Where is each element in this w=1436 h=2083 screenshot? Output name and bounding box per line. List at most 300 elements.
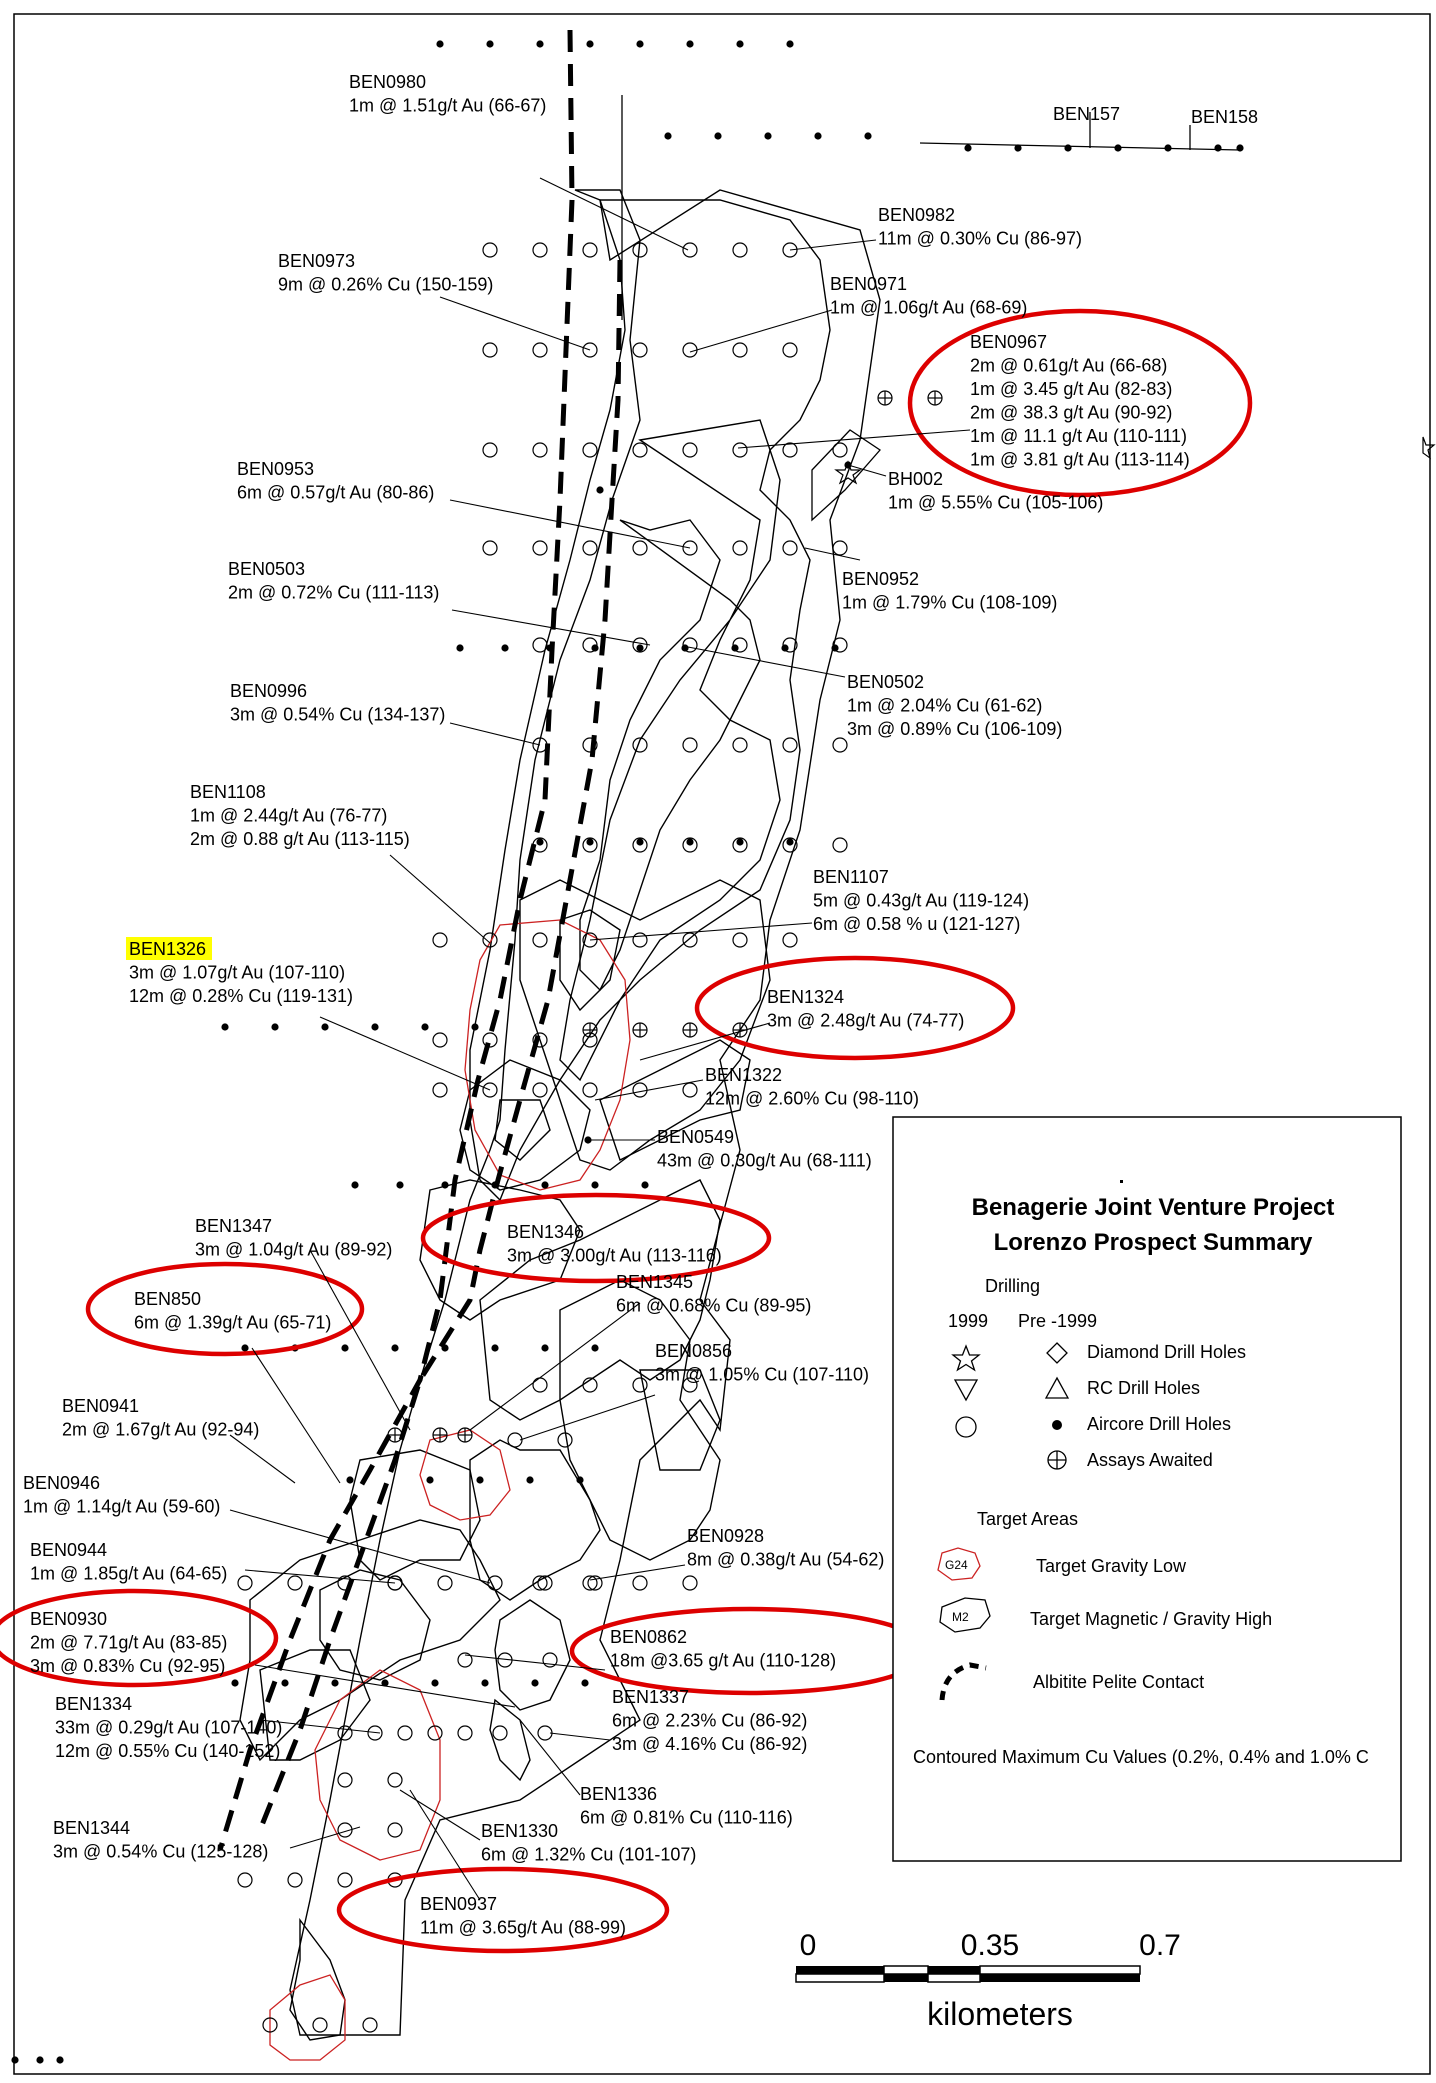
- hole-name: BEN157: [1053, 104, 1121, 124]
- aircore-hole-pre1999: [541, 1344, 548, 1351]
- hole-intercept: 2m @ 7.71g/t Au (83-85): [30, 1632, 228, 1653]
- hole-label-ben0980: [349, 72, 546, 116]
- aircore-hole-1999: [288, 1576, 302, 1590]
- aircore-hole-pre1999: [1014, 144, 1021, 151]
- aircore-hole-pre1999: [686, 838, 693, 845]
- hole-intercept: 3m @ 4.16% Cu (86-92): [612, 1734, 808, 1754]
- hole-label-bh002: [888, 469, 1103, 513]
- hole-intercept: 3m @ 0.83% Cu (92-95): [30, 1656, 226, 1676]
- hole-intercept: 6m @ 0.57g/t Au (80-86): [237, 482, 435, 503]
- hole-label-ben850: [134, 1289, 331, 1333]
- hole-label-ben0967: [970, 332, 1190, 470]
- hole-name: BEN0952: [842, 569, 920, 589]
- aircore-hole-1999: [733, 443, 747, 457]
- aircore-hole-pre1999: [1164, 144, 1171, 151]
- aircore-hole-pre1999: [786, 838, 793, 845]
- hole-intercept: 2m @ 0.61g/t Au (66-68): [970, 355, 1168, 376]
- aircore-hole-pre1999: [56, 2056, 63, 2063]
- aircore-hole-pre1999: [501, 644, 508, 651]
- aircore-hole-1999: [483, 933, 497, 947]
- legend-g24-symbol: G24: [945, 1558, 968, 1572]
- hole-intercept: 1m @ 2.44g/t Au (76-77): [190, 805, 388, 826]
- aircore-hole-pre1999: [581, 1679, 588, 1686]
- aircore-hole-1999: [558, 1433, 572, 1447]
- aircore-hole-pre1999: [331, 1679, 338, 1686]
- hole-intercept: 6m @ 1.32% Cu (101-107): [481, 1844, 697, 1865]
- hole-label-ben0930: [30, 1609, 227, 1676]
- hole-label-ben1322: [705, 1065, 919, 1109]
- star-icon: [1423, 437, 1434, 458]
- hole-name: BEN1330: [481, 1821, 559, 1841]
- aircore-hole-1999: [538, 1726, 552, 1740]
- hole-label-ben0549: [657, 1127, 872, 1171]
- aircore-hole-1999: [338, 1873, 352, 1887]
- aircore-hole-pre1999: [221, 1023, 228, 1030]
- scale-bar: [796, 1929, 1181, 2032]
- aircore-hole-pre1999: [736, 838, 743, 845]
- aircore-hole-pre1999: [576, 1476, 583, 1483]
- aircore-hole-pre1999: [814, 132, 821, 139]
- legend-gravity-low: Target Gravity Low: [1036, 1556, 1187, 1576]
- aircore-hole-1999: [533, 443, 547, 457]
- hole-name: BEN1347: [195, 1216, 273, 1236]
- hole-name: BEN0996: [230, 681, 308, 701]
- aircore-hole-1999: [483, 343, 497, 357]
- aircore-hole-pre1999: [536, 838, 543, 845]
- legend-contoured: Contoured Maximum Cu Values (0.2%, 0.4% and 1.0% C: [913, 1747, 1369, 1767]
- hole-label-ben0928: [687, 1526, 884, 1570]
- hole-label-ben0952: [842, 569, 1057, 613]
- hole-intercept: 1m @ 1.06g/t Au (68-69): [830, 297, 1028, 318]
- leader-ben0971: [690, 310, 832, 352]
- hole-name: BEN1108: [190, 782, 266, 802]
- highlight-ben0937: [339, 1869, 667, 1951]
- aircore-hole-pre1999: [456, 644, 463, 651]
- leader-ben0856: [520, 1395, 655, 1440]
- hole-name: BEN0946: [23, 1473, 101, 1493]
- hole-name: BEN1324: [767, 987, 845, 1007]
- hole-intercept: 1m @ 1.79% Cu (108-109): [842, 592, 1058, 613]
- aircore-hole-pre1999: [431, 1679, 438, 1686]
- aircore-hole-1999: [483, 443, 497, 457]
- aircore-hole-pre1999: [864, 132, 871, 139]
- legend-drilling-heading: Drilling: [985, 1276, 1041, 1296]
- aircore-hole-pre1999: [11, 2056, 18, 2063]
- aircore-hole-1999: [533, 1378, 547, 1392]
- scale-tick-0: 0: [799, 1929, 817, 1962]
- hole-label-ben1108: [190, 782, 410, 849]
- aircore-hole-1999: [733, 738, 747, 752]
- aircore-hole-pre1999: [736, 40, 743, 47]
- legend-assays: Assays Awaited: [1087, 1450, 1213, 1470]
- aircore-hole-1999: [533, 343, 547, 357]
- hole-intercept: 9m @ 0.26% Cu (150-159): [278, 274, 494, 295]
- assay-awaited-hole: [458, 1428, 472, 1442]
- aircore-hole-1999: [633, 933, 647, 947]
- hole-name: BEN0937: [420, 1894, 498, 1914]
- hole-label-ben0856: [655, 1341, 869, 1385]
- hole-intercept: 1m @ 1.51g/t Au (66-67): [349, 95, 547, 116]
- hole-intercept: 11m @ 3.65g/t Au (88-99): [420, 1917, 627, 1938]
- aircore-hole-pre1999: [476, 1476, 483, 1483]
- hole-label-ben1336: [580, 1784, 793, 1828]
- aircore-hole-pre1999: [231, 1679, 238, 1686]
- aircore-hole-1999: [533, 638, 547, 652]
- aircore-hole-pre1999: [346, 1476, 353, 1483]
- hole-label-ben1324: [767, 987, 964, 1031]
- hole-label-ben0996: [230, 681, 445, 725]
- aircore-hole-pre1999: [964, 144, 971, 151]
- aircore-hole-1999: [783, 933, 797, 947]
- aircore-hole-pre1999: [371, 1023, 378, 1030]
- aircore-hole-1999: [683, 1083, 697, 1097]
- aircore-hole-pre1999: [714, 132, 721, 139]
- hole-intercept: 1m @ 2.04% Cu (61-62): [847, 695, 1043, 716]
- aircore-hole-pre1999: [271, 1023, 278, 1030]
- hole-intercept: 1m @ 5.55% Cu (105-106): [888, 492, 1104, 513]
- aircore-hole-pre1999: [786, 40, 793, 47]
- leader-ben1322: [595, 1080, 703, 1100]
- aircore-hole-1999: [783, 443, 797, 457]
- hole-label-ben1107: [813, 867, 1029, 934]
- aircore-hole-1999: [438, 1576, 452, 1590]
- leader-ben1324: [640, 1023, 770, 1060]
- aircore-hole-1999: [733, 343, 747, 357]
- legend-title-line1: Benagerie Joint Venture Project: [971, 1194, 1335, 1221]
- hole-name: BEN1326: [129, 939, 207, 959]
- cu-contours: [240, 190, 880, 2040]
- aircore-hole-pre1999: [281, 1679, 288, 1686]
- aircore-hole-1999: [583, 443, 597, 457]
- hole-name: BEN0549: [657, 1127, 735, 1147]
- scale-tick-2: 0.7: [1139, 1929, 1181, 1962]
- hole-label-ben1337: [612, 1687, 807, 1754]
- aircore-hole-1999: [483, 541, 497, 555]
- leader-ben850: [252, 1348, 340, 1483]
- leader-ben0862: [465, 1655, 605, 1670]
- aircore-hole-1999: [238, 1873, 252, 1887]
- aircore-hole-1999: [733, 541, 747, 555]
- hole-label-ben1326: [126, 937, 353, 1006]
- assay-awaited-hole: [878, 391, 892, 405]
- hole-name: BEN0980: [349, 72, 427, 92]
- legend-col-1999: 1999: [948, 1311, 989, 1331]
- leader-ben0941: [230, 1435, 295, 1483]
- hole-intercept: 3m @ 2.48g/t Au (74-77): [767, 1010, 965, 1031]
- aircore-hole-pre1999: [586, 838, 593, 845]
- hole-intercept: 6m @ 0.68% Cu (89-95): [616, 1295, 812, 1316]
- highlight-ben1324: [697, 958, 1013, 1058]
- aircore-hole-pre1999: [641, 1181, 648, 1188]
- hole-intercept: 5m @ 0.43g/t Au (119-124): [813, 890, 1030, 911]
- hole-label-ben1345: [616, 1272, 811, 1316]
- hole-intercept: 12m @ 2.60% Cu (98-110): [705, 1088, 920, 1109]
- aircore-hole-pre1999: [441, 1344, 448, 1351]
- aircore-hole-pre1999: [636, 838, 643, 845]
- aircore-hole-1999: [338, 1773, 352, 1787]
- hole-intercept: 3m @ 0.54% Cu (125-128): [53, 1841, 269, 1862]
- hole-intercept: 1m @ 3.81 g/t Au (113-114): [970, 449, 1190, 470]
- aircore-hole-pre1999: [396, 1181, 403, 1188]
- aircore-hole-1999: [583, 541, 597, 555]
- hole-name: BEN0944: [30, 1540, 108, 1560]
- aircore-hole-1999: [833, 443, 847, 457]
- aircore-hole-1999: [488, 1576, 502, 1590]
- hole-name: BEN158: [1191, 107, 1259, 127]
- aircore-hole-pre1999: [481, 1679, 488, 1686]
- aircore-hole-1999: [783, 343, 797, 357]
- leader-ben0953: [450, 500, 690, 548]
- aircore-hole-1999: [633, 541, 647, 555]
- hole-name: BH002: [888, 469, 944, 489]
- aircore-hole-pre1999: [591, 1181, 598, 1188]
- aircore-hole-pre1999: [1064, 144, 1071, 151]
- aircore-hole-1999: [398, 1726, 412, 1740]
- legend-diamond: Diamond Drill Holes: [1087, 1342, 1247, 1362]
- aircore-hole-pre1999: [531, 1679, 538, 1686]
- leader-ben0930: [255, 1665, 515, 1707]
- hole-intercept: 33m @ 0.29g/t Au (107-140): [55, 1717, 283, 1738]
- aircore-hole-pre1999: [486, 40, 493, 47]
- hole-intercept: 2m @ 0.72% Cu (111-113): [228, 582, 440, 603]
- aircore-hole-1999: [683, 243, 697, 257]
- leader-ben0928: [590, 1565, 685, 1580]
- aircore-hole-1999: [458, 1726, 472, 1740]
- leader-ben0982: [790, 240, 876, 250]
- assay-awaited-hole: [388, 1428, 402, 1442]
- aircore-hole-1999: [733, 933, 747, 947]
- hole-label-ben1344: [53, 1818, 268, 1862]
- legend-col-pre1999: Pre -1999: [1018, 1311, 1098, 1331]
- aircore-hole-1999: [388, 1823, 402, 1837]
- hole-label-ben0982: [878, 205, 1082, 249]
- aircore-hole-1999: [433, 1033, 447, 1047]
- legend-aircore: Aircore Drill Holes: [1087, 1414, 1232, 1434]
- aircore-hole-pre1999: [351, 1181, 358, 1188]
- hole-label-ben157: [1053, 104, 1120, 124]
- aircore-hole-1999: [238, 1576, 252, 1590]
- scale-unit: kilometers: [927, 1996, 1073, 2032]
- assay-awaited-hole: [683, 1023, 697, 1037]
- aircore-hole-pre1999: [1114, 144, 1121, 151]
- aircore-hole-1999: [633, 1576, 647, 1590]
- aircore-hole-pre1999: [391, 1344, 398, 1351]
- hole-name: BEN850: [134, 1289, 202, 1309]
- aircore-hole-pre1999: [491, 1181, 498, 1188]
- aircore-hole-1999: [533, 1083, 547, 1097]
- legend-mag-high: Target Magnetic / Gravity High: [1030, 1609, 1273, 1629]
- hole-name: BEN1346: [507, 1222, 585, 1242]
- aircore-hole-1999: [583, 243, 597, 257]
- assay-awaited-hole: [928, 391, 942, 405]
- hole-label-ben0971: [830, 274, 1027, 318]
- hole-name: BEN1344: [53, 1818, 131, 1838]
- scale-tick-1: 0.35: [960, 1929, 1020, 1962]
- hole-label-ben0503: [228, 559, 439, 603]
- hole-name: BEN1107: [813, 867, 889, 887]
- aircore-hole-1999: [508, 1433, 522, 1447]
- aircore-hole-1999: [683, 443, 697, 457]
- aircore-hole-1999: [633, 343, 647, 357]
- hole-name: BEN1345: [616, 1272, 694, 1292]
- hole-intercept: 3m @ 0.54% Cu (134-137): [230, 704, 446, 725]
- hole-intercept: 6m @ 1.39g/t Au (65-71): [134, 1312, 332, 1333]
- leader-ben0937: [410, 1790, 480, 1900]
- highlight-ben850: [88, 1264, 362, 1354]
- leader-ben0980: [540, 178, 688, 250]
- hole-intercept: 6m @ 0.81% Cu (110-116): [580, 1807, 793, 1828]
- aircore-hole-1999: [733, 243, 747, 257]
- hole-name: BEN0930: [30, 1609, 108, 1629]
- hole-label-ben1330: [481, 1821, 696, 1865]
- hole-intercept: 6m @ 2.23% Cu (86-92): [612, 1710, 808, 1731]
- aircore-hole-pre1999: [491, 1344, 498, 1351]
- hole-name: BEN1336: [580, 1784, 658, 1804]
- aircore-hole-1999: [388, 1773, 402, 1787]
- filled-circle-icon: [1052, 1420, 1062, 1430]
- aircore-hole-pre1999: [471, 1023, 478, 1030]
- aircore-hole-pre1999: [436, 40, 443, 47]
- hole-label-ben0944: [30, 1540, 227, 1584]
- hole-intercept: 12m @ 0.55% Cu (140-152): [55, 1741, 281, 1761]
- hole-intercept: 3m @ 1.04g/t Au (89-92): [195, 1239, 393, 1260]
- hole-intercept: 2m @ 38.3 g/t Au (90-92): [970, 402, 1173, 423]
- aircore-hole-pre1999: [321, 1023, 328, 1030]
- hole-label-ben1346: [507, 1222, 722, 1266]
- assay-awaited-hole: [583, 1023, 597, 1037]
- gravity-low-targets: [270, 920, 630, 2060]
- hole-name: BEN0971: [830, 274, 908, 294]
- aircore-hole-pre1999: [426, 1476, 433, 1483]
- hole-label-ben0953: [237, 459, 434, 503]
- hole-label-ben0946: [23, 1473, 220, 1517]
- aircore-hole-1999: [833, 541, 847, 555]
- hole-label-ben0973: [278, 251, 493, 295]
- hole-name: BEN0941: [62, 1396, 140, 1416]
- hole-intercept: 11m @ 0.30% Cu (86-97): [878, 228, 1083, 249]
- hole-name: BEN0982: [878, 205, 956, 225]
- legend-m2-symbol: M2: [952, 1610, 969, 1624]
- aircore-hole-1999: [313, 2018, 327, 2032]
- hole-name: BEN0967: [970, 332, 1048, 352]
- hole-label-ben0862: [610, 1627, 836, 1671]
- hole-name: BEN0862: [610, 1627, 688, 1647]
- legend-dot: [1120, 1180, 1123, 1183]
- legend-title-line2: Lorenzo Prospect Summary: [993, 1229, 1313, 1256]
- hole-label-ben0502: [847, 672, 1062, 739]
- hole-label-ben0941: [62, 1396, 259, 1440]
- aircore-hole-1999: [533, 243, 547, 257]
- hole-intercept: 8m @ 0.38g/t Au (54-62): [687, 1549, 885, 1570]
- aircore-hole-1999: [683, 933, 697, 947]
- hole-intercept: 6m @ 0.58 % u (121-127): [813, 914, 1021, 934]
- aircore-hole-1999: [288, 1873, 302, 1887]
- hole-name: BEN1337: [612, 1687, 690, 1707]
- aircore-hole-pre1999: [341, 1344, 348, 1351]
- hole-label-ben1347: [195, 1216, 392, 1260]
- aircore-hole-1999: [493, 1726, 507, 1740]
- aircore-hole-1999: [833, 738, 847, 752]
- hole-intercept: 18m @3.65 g/t Au (110-128): [610, 1650, 837, 1671]
- aircore-hole-1999: [433, 933, 447, 947]
- legend-contact: Albitite Pelite Contact: [1033, 1672, 1205, 1692]
- aircore-hole-pre1999: [591, 1344, 598, 1351]
- hole-intercept: 3m @ 3.00g/t Au (113-116): [507, 1245, 722, 1266]
- leader-ben1108: [390, 855, 490, 943]
- hole-name: BEN0503: [228, 559, 306, 579]
- aircore-hole-pre1999: [1214, 144, 1221, 151]
- leader-ben0503: [452, 610, 650, 645]
- hole-intercept: 2m @ 1.67g/t Au (92-94): [62, 1419, 260, 1440]
- hole-intercept: 3m @ 1.07g/t Au (107-110): [129, 962, 346, 983]
- hole-intercept: 3m @ 0.89% Cu (106-109): [847, 719, 1063, 739]
- hole-intercept: 43m @ 0.30g/t Au (68-111): [657, 1150, 872, 1171]
- hole-intercept: 12m @ 0.28% Cu (119-131): [129, 986, 354, 1006]
- aircore-hole-pre1999: [526, 1476, 533, 1483]
- hole-name: BEN1334: [55, 1694, 133, 1714]
- aircore-hole-1999: [683, 1576, 697, 1590]
- hole-intercept: 3m @ 1.05% Cu (107-110): [655, 1364, 870, 1385]
- leader-ben1107: [590, 923, 812, 940]
- aircore-hole-1999: [783, 738, 797, 752]
- aircore-hole-1999: [583, 1083, 597, 1097]
- aircore-hole-1999: [433, 1083, 447, 1097]
- leader-ben1337: [550, 1733, 610, 1740]
- aircore-hole-1999: [633, 443, 647, 457]
- aircore-hole-pre1999: [541, 1181, 548, 1188]
- legend-target-areas: Target Areas: [977, 1509, 1079, 1529]
- aircore-hole-1999: [783, 541, 797, 555]
- aircore-hole-1999: [533, 933, 547, 947]
- legend-rc: RC Drill Holes: [1087, 1378, 1201, 1398]
- leader-ben1326: [320, 1017, 490, 1090]
- crossed-circle-icon: [1048, 1451, 1066, 1469]
- aircore-hole-1999: [483, 243, 497, 257]
- hole-name: BEN0953: [237, 459, 315, 479]
- hole-name: BEN0502: [847, 672, 925, 692]
- hole-intercept: 2m @ 0.88 g/t Au (113-115): [190, 829, 410, 849]
- aircore-hole-1999: [633, 1378, 647, 1392]
- assay-awaited-hole: [633, 1023, 647, 1037]
- aircore-hole-pre1999: [1236, 144, 1243, 151]
- aircore-hole-pre1999: [686, 40, 693, 47]
- aircore-hole-1999: [633, 1083, 647, 1097]
- aircore-hole-1999: [533, 541, 547, 555]
- hole-name: BEN1322: [705, 1065, 783, 1085]
- albitite-pelite-contact: [220, 30, 620, 1850]
- aircore-hole-pre1999: [636, 644, 643, 651]
- hole-label-ben158: [1191, 107, 1258, 127]
- aircore-hole-pre1999: [636, 40, 643, 47]
- aircore-hole-pre1999: [664, 132, 671, 139]
- aircore-hole-1999: [683, 738, 697, 752]
- hole-name: BEN0928: [687, 1526, 765, 1546]
- aircore-hole-pre1999: [241, 1344, 248, 1351]
- aircore-hole-pre1999: [586, 40, 593, 47]
- hole-name: BEN0856: [655, 1341, 733, 1361]
- assay-awaited-hole: [433, 1428, 447, 1442]
- aircore-hole-pre1999: [36, 2056, 43, 2063]
- hole-intercept: 1m @ 1.14g/t Au (59-60): [23, 1496, 221, 1517]
- aircore-hole-pre1999: [596, 486, 603, 493]
- aircore-hole-1999: [363, 2018, 377, 2032]
- hole-label-ben1334: [55, 1694, 282, 1761]
- hole-intercept: 1m @ 11.1 g/t Au (110-111): [970, 426, 1188, 446]
- leader-ben1345: [470, 1303, 640, 1430]
- aircore-hole-pre1999: [421, 1023, 428, 1030]
- aircore-hole-pre1999: [536, 40, 543, 47]
- aircore-hole-1999: [833, 838, 847, 852]
